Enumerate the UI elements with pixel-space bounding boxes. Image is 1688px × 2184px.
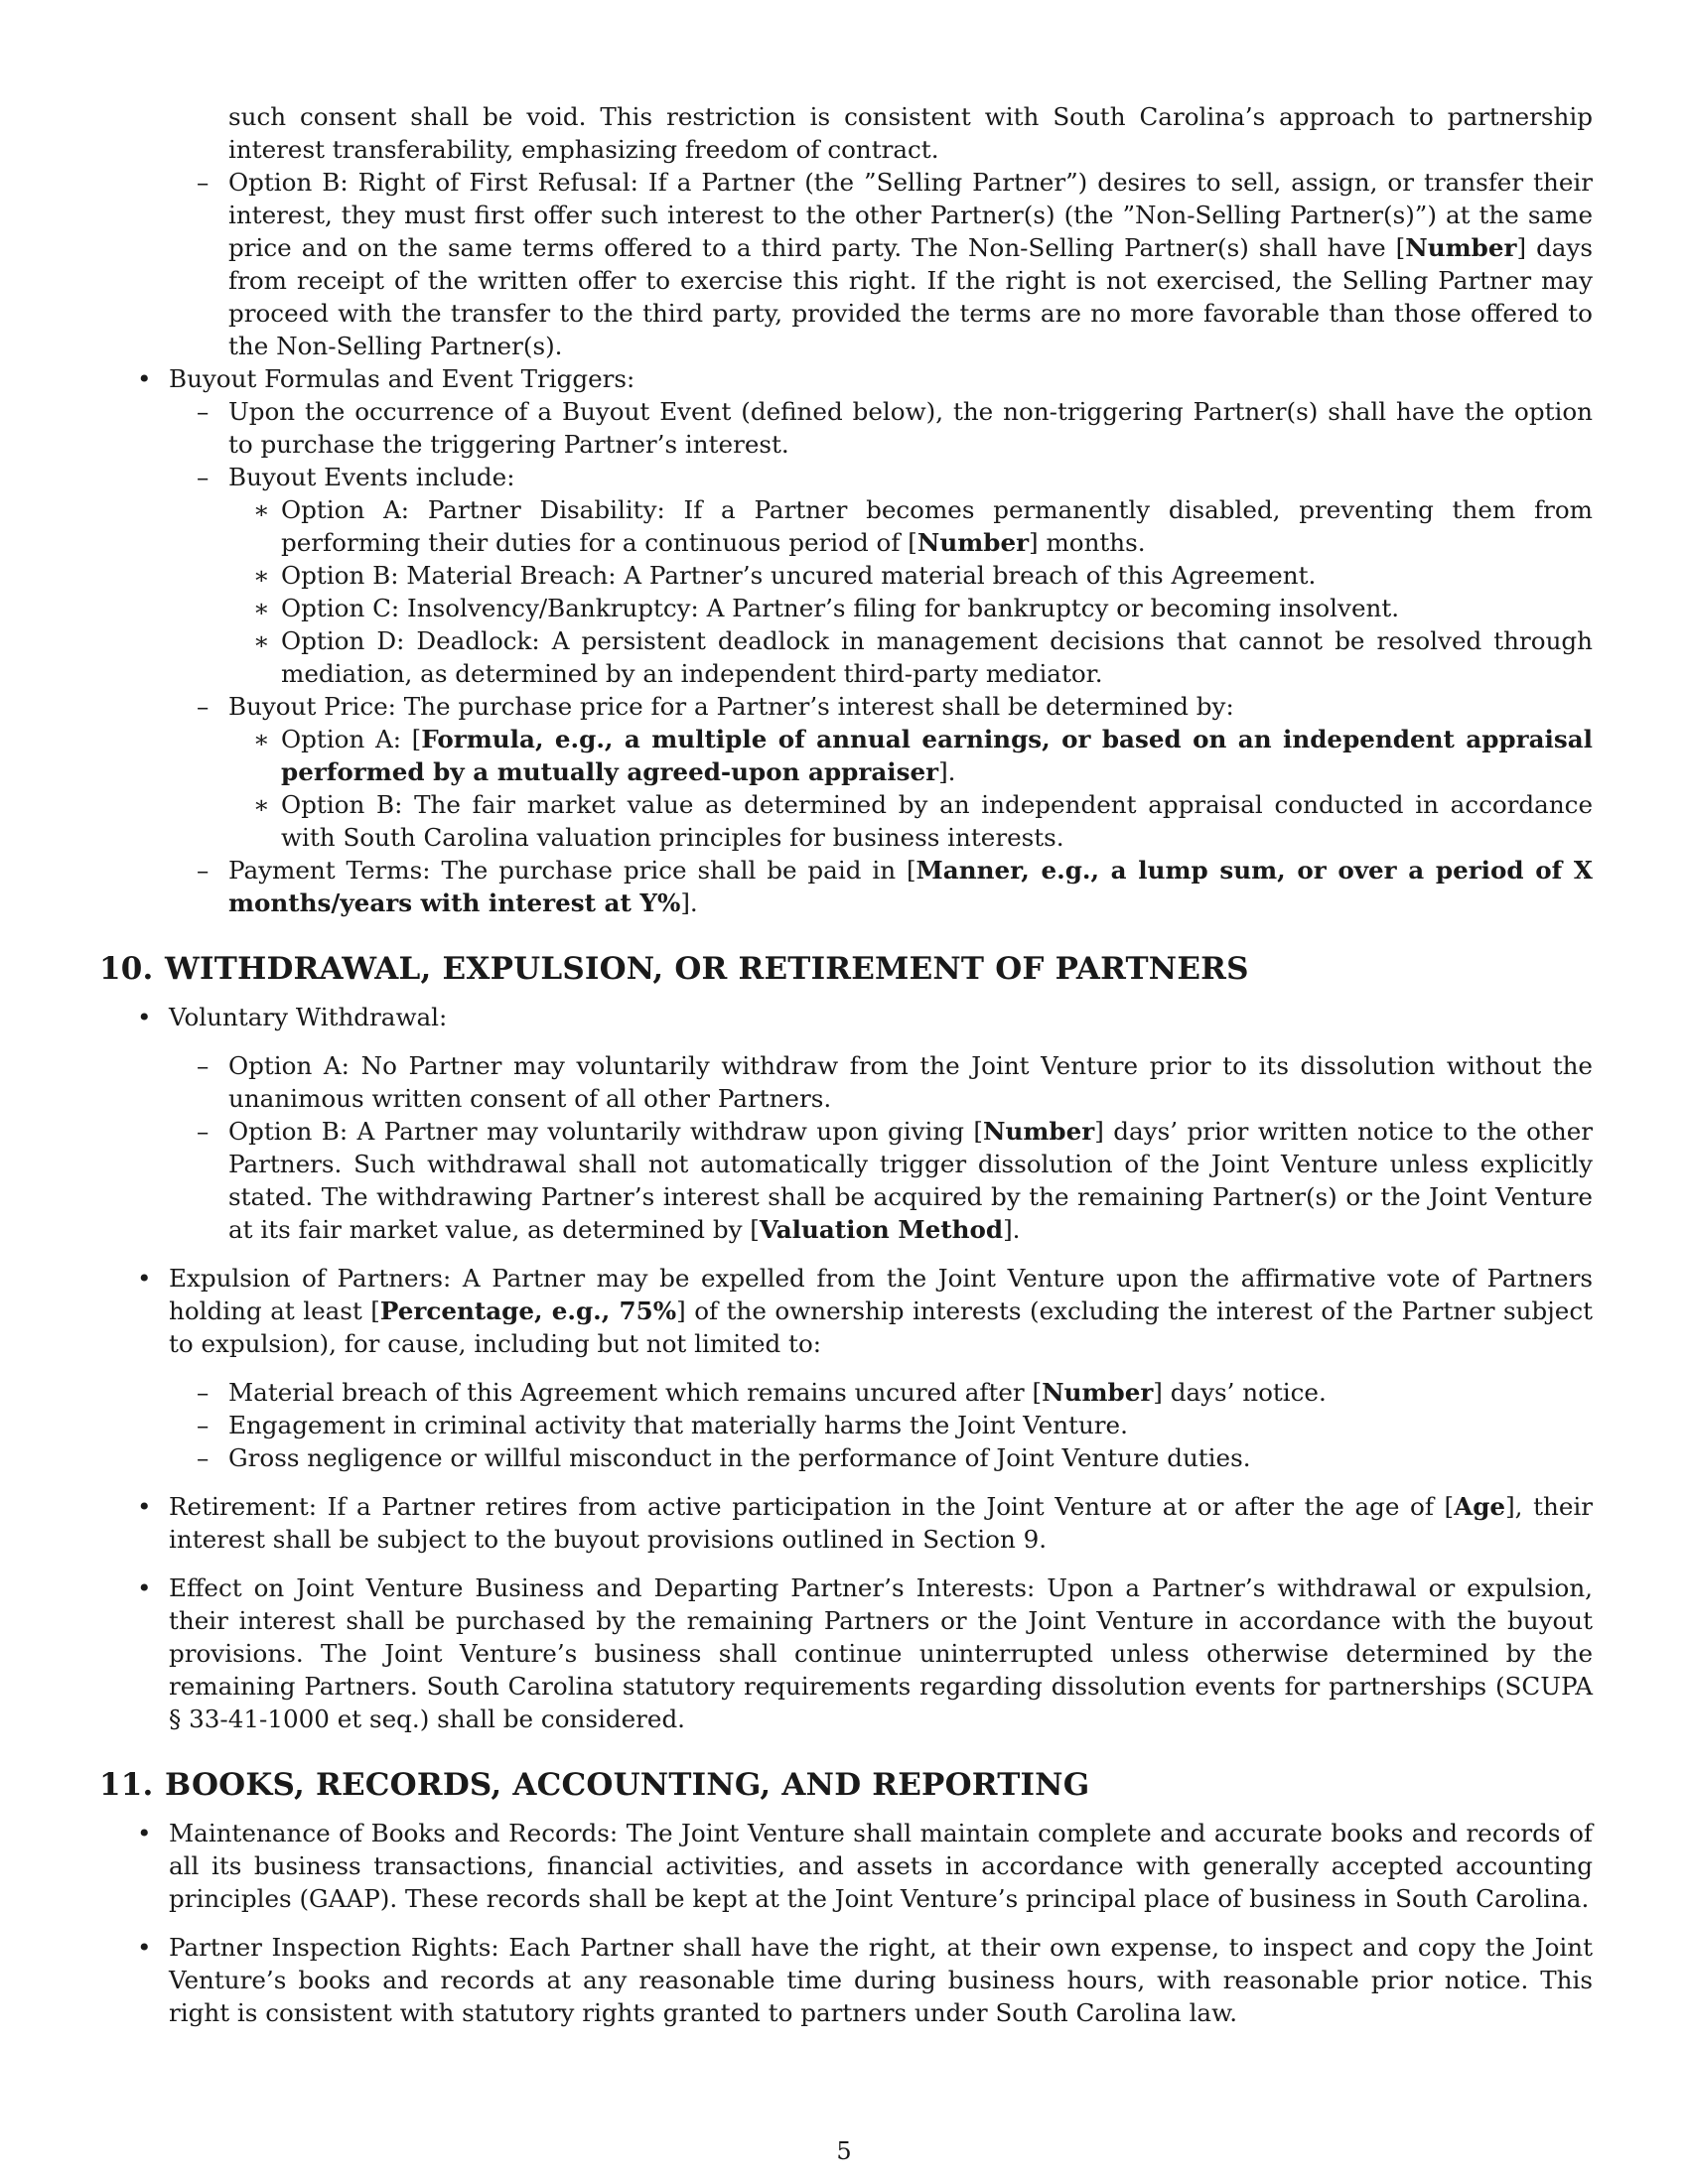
- placeholder-field: Number: [916, 528, 1030, 557]
- list-marker: ∗: [253, 561, 270, 590]
- text-run: Expulsion of Partners: A Partner may be expelled from the Joint Venture upon the affirmative vote of Partners holding at least [: [169, 1264, 1593, 1325]
- text-run: ].: [938, 757, 956, 786]
- list-item-continuation: [99, 100, 1593, 166]
- text-run: Maintenance of Books and Records: The Joint Venture shall maintain complete and accurate books and records of all its business transactions, financial activities, and assets in accordance with generally accepted accounting principles (GAAP). These records shall be kept at the Joint Venture’s principal place of business in South Carolina.: [169, 1819, 1593, 1913]
- placeholder-field: Percentage, e.g., 75%: [379, 1297, 677, 1325]
- list-marker: •: [137, 1264, 152, 1293]
- text-run: Option A: No Partner may voluntarily withdraw from the Joint Venture prior to its dissolution without the unanimous written consent of all other Partners.: [228, 1051, 1593, 1113]
- placeholder-field: Formula, e.g., a multiple of annual earnings, or based on an independent appraisal performed by a mutually agreed-upon appraiser: [281, 725, 1593, 786]
- text-run: ].: [1003, 1215, 1021, 1244]
- text-run: Option B: The fair market value as determined by an independent appraisal conducted in accordance with South Carolina valuation principles for business interests.: [281, 790, 1593, 852]
- list-marker: –: [197, 168, 210, 197]
- document-body: [99, 100, 1593, 2029]
- list-marker: •: [137, 1492, 152, 1521]
- list-marker: •: [137, 1573, 152, 1602]
- text-run: Option B: Right of First Refusal: If a Partner (the ”Selling Partner”) desires to sell, assign, or transfer their interest, they must first offer such interest to the other Partner(s) (the ”Non-Selling Partner(s)”) at the same price and on the same terms offered to a third party. The Non-Selling Partner(s) shall have: [228, 168, 1593, 262]
- text-run: Option A: Partner Disability: If a Partner becomes permanently disabled, preventing them from performing their duties for a continuous period of [: [281, 495, 1593, 557]
- list-marker: –: [197, 1411, 210, 1439]
- list-item-level-2: [99, 461, 1593, 493]
- list-marker: –: [197, 1051, 210, 1080]
- list-marker: •: [137, 1933, 152, 1962]
- list-marker: ∗: [253, 626, 270, 655]
- text-run: Buyout Formulas and Event Triggers:: [169, 364, 635, 393]
- placeholder-field: Number: [983, 1117, 1095, 1146]
- list-marker: –: [197, 397, 210, 426]
- list-item-level-3: [99, 493, 1593, 559]
- text-run: ] days’ prior written notice to the other Partners. Such withdrawal shall not automatically trigger dissolution of the Joint Venture unless explicitly stated. The withdrawing Partner’s interest shall be acquired by the remaining Partner(s) or the Joint Venture at its fair market value, as determined by [: [228, 1117, 1594, 1244]
- text-run: [: [1395, 233, 1406, 262]
- text-run: Retirement: If a Partner retires from active participation in the Joint Venture at or after the age of [: [169, 1492, 1455, 1521]
- list-item-level-3: [99, 559, 1593, 592]
- text-run: Upon the occurrence of a Buyout Event (defined below), the non-triggering Partner(s) shall have the option to purchase the triggering Partner’s interest.: [228, 397, 1593, 459]
- list-item-level-2: [99, 1441, 1593, 1474]
- list-item-level-1: [99, 1001, 1593, 1033]
- section-heading: [99, 1765, 1593, 1805]
- list-item-level-1: [99, 1571, 1593, 1735]
- list-item-level-2: [99, 1409, 1593, 1441]
- list-item-level-2: [99, 166, 1593, 362]
- placeholder-field: Number: [1405, 233, 1517, 262]
- list-marker: –: [197, 1378, 210, 1407]
- list-marker: ∗: [253, 790, 270, 819]
- list-marker: ∗: [253, 495, 270, 524]
- list-item-level-1: [99, 1490, 1593, 1556]
- list-item-level-2: [99, 1376, 1593, 1409]
- text-run: Option A: [: [281, 725, 422, 753]
- list-marker: –: [197, 1117, 210, 1146]
- placeholder-field: Valuation Method: [759, 1215, 1004, 1244]
- placeholder-field: Manner, e.g., a lump sum, or over a period of X months/years with interest at Y%: [228, 856, 1593, 917]
- list-marker: ∗: [253, 594, 270, 622]
- text-run: ] months.: [1029, 528, 1146, 557]
- section-heading: [99, 949, 1593, 989]
- list-item-level-3: [99, 592, 1593, 624]
- list-item-level-1: [99, 1262, 1593, 1360]
- list-item-level-1: [99, 362, 1593, 395]
- list-item-level-1: [99, 1931, 1593, 2029]
- list-marker: –: [197, 692, 210, 721]
- page-number: 5: [836, 2137, 852, 2165]
- text-run: Effect on Joint Venture Business and Departing Partner’s Interests: Upon a Partner’s withdrawal or expulsion, their interest shall be purchased by the remaining Partners or the Joint Venture in accordance with the buyout provisions. The Joint Venture’s business shall continue uninterrupted unless otherwise determined by the remaining Partners. South Carolina statutory requirements regarding dissolution events for partnerships (SCUPA § 33-41-1000 et seq.) shall be considered.: [169, 1573, 1593, 1733]
- list-item-level-2: [99, 690, 1593, 723]
- placeholder-field: Number: [1042, 1378, 1154, 1407]
- list-marker: •: [137, 1819, 152, 1847]
- list-item-level-2: [99, 1049, 1593, 1115]
- list-item-level-1: [99, 1817, 1593, 1915]
- text-run: Option B: Material Breach: A Partner’s uncured material breach of this Agreement.: [281, 561, 1317, 590]
- text-run: Voluntary Withdrawal:: [169, 1003, 448, 1031]
- text-run: ].: [680, 888, 698, 917]
- list-marker: •: [137, 1003, 152, 1031]
- text-run: Option D: Deadlock: A persistent deadlock in management decisions that cannot be resolved through mediation, as determined by an independent third-party mediator.: [281, 626, 1593, 688]
- list-item-level-2: [99, 1115, 1593, 1246]
- list-item-level-2: [99, 854, 1593, 919]
- text-run: Material breach of this Agreement which remains uncured after [: [228, 1378, 1043, 1407]
- section-number: 10.: [99, 951, 154, 987]
- text-run: Buyout Events include:: [228, 463, 515, 491]
- text-run: Partner Inspection Rights: Each Partner shall have the right, at their own expense, to inspect and copy the Joint Venture’s books and records at any reasonable time during business hours, with reasonable prior notice. This right is consistent with statutory rights granted to partners under South Carolina law.: [169, 1933, 1593, 2027]
- text-run: Option B: A Partner may voluntarily withdraw upon giving [: [228, 1117, 984, 1146]
- section-title: WITHDRAWAL, EXPULSION, OR RETIREMENT OF PARTNERS: [165, 951, 1249, 987]
- list-item-level-3: [99, 788, 1593, 854]
- text-run: Buyout Price: The purchase price for a Partner’s interest shall be determined by:: [228, 692, 1234, 721]
- text-run: such consent shall be void. This restriction is consistent with South Carolina’s approach to partnership interest transferability, emphasizing freedom of contract.: [228, 102, 1593, 164]
- text-run: Engagement in criminal activity that materially harms the Joint Venture.: [228, 1411, 1128, 1439]
- text-run: ] days from receipt of the written offer to exercise this right. If the right is not exercised, the Selling Partner may proceed with the transfer to the third party, provided the terms are no more favorable than those offered to the Non-Selling Partner(s).: [228, 233, 1593, 360]
- list-marker: •: [137, 364, 152, 393]
- list-marker: –: [197, 463, 210, 491]
- text-run: ], their interest shall be subject to the buyout provisions outlined in Section 9.: [169, 1492, 1593, 1554]
- list-marker: ∗: [253, 725, 270, 753]
- text-run: ] of the ownership interests (excluding the interest of the Partner subject to expulsion), for cause, including but not limited to:: [169, 1297, 1594, 1358]
- list-item-level-3: [99, 624, 1593, 690]
- placeholder-field: Age: [1454, 1492, 1506, 1521]
- text-run: Option C: Insolvency/Bankruptcy: A Partner’s filing for bankruptcy or becoming insolvent.: [281, 594, 1400, 622]
- list-item-level-3: [99, 723, 1593, 788]
- text-run: ] days’ notice.: [1153, 1378, 1327, 1407]
- text-run: Gross negligence or willful misconduct in the performance of Joint Venture duties.: [228, 1443, 1251, 1472]
- list-item-level-2: [99, 395, 1593, 461]
- list-marker: –: [197, 856, 210, 885]
- text-run: Payment Terms: The purchase price shall be paid in [: [228, 856, 916, 885]
- section-title: BOOKS, RECORDS, ACCOUNTING, AND REPORTING: [165, 1767, 1090, 1803]
- section-number: 11.: [99, 1767, 154, 1803]
- list-marker: –: [197, 1443, 210, 1472]
